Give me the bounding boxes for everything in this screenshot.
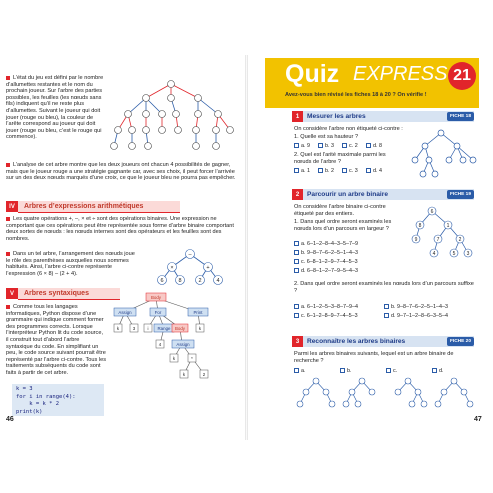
code-line: for i in range(4): [16,393,76,400]
q3-option-b[interactable] [340,368,352,374]
fiche-link[interactable]: FICHE 20 [447,337,474,346]
question-2-sub2: 2. Dans quel ordre seront examinés les nœuds lors d’un parcours suffixe ? [294,281,474,294]
checkbox[interactable] [432,368,437,373]
tree-node-label: Assign [176,342,190,347]
checkbox[interactable] [342,143,347,148]
section-number: IV [6,201,18,212]
code-line: print(k) [16,408,43,415]
question-1-sub1: 1. Quelle est sa hauteur ? [294,134,359,140]
checkbox[interactable] [340,368,345,373]
section-number: V [6,288,18,299]
tree-node-label: k [172,356,176,361]
checkbox[interactable] [294,241,299,246]
q3-option-a[interactable] [294,368,306,374]
question-title-text: Mesurer les arbres [307,113,366,120]
paragraph-game-state [6,75,106,141]
q2-option2-c[interactable] [294,313,358,319]
page-number-left: 46 [6,416,14,423]
option-label: c. 2 [349,143,358,149]
paragraph-text: L’état du jeu est défini par le nombre d’allumettes restantes et le nom du prochain joueur. Sur l’arbre des parties possibles, les feuilles (les nœuds sans fils) indiquent qu’il ne reste plus d’allumettes. Suivant le joueur qui doit jouer (rouge ou bleu), la couleur de l’arête correspond au joueur qui doit jouer (rouge ou bleu, c’est le rouge qui commence). [6,75,104,141]
option-label: a. 1 [301,168,310,174]
checkbox[interactable] [294,259,299,264]
tree-node-label: 3 [466,251,470,257]
q2-option2-d[interactable] [384,313,448,319]
bullet-icon [6,76,10,80]
section-label: Arbres d’expressions arithmétiques [18,201,180,213]
option-label: c. [393,368,398,374]
question-2-intro: On considère l’arbre binaire ci-contre étiqueté par des entiers. [294,204,386,217]
question-number: 2 [292,189,303,200]
checkbox[interactable] [384,313,389,318]
checkbox[interactable] [366,143,371,148]
tree-node-label: k [198,326,202,331]
code-block [12,384,104,416]
option-label: d. 9–7–1–2–8–6–3–5–4 [391,313,448,319]
q3-option-d[interactable] [432,368,444,374]
q2-option-b[interactable] [294,250,358,256]
q3-option-c[interactable] [386,368,397,374]
checkbox[interactable] [294,143,299,148]
question-1-intro: On considère l’arbre non étiqueté ci-contre : [294,126,403,132]
option-label: c. 6–8–1–2–9–7–4–5–3 [301,259,358,265]
section-v-title [6,288,120,299]
tree-node-label: Print [193,310,203,315]
tree-node-label: For [154,310,162,315]
tree-node-label: 2 [458,237,462,243]
tree-node-label: Assign [118,310,132,315]
quiz-number-badge: 21 [448,62,476,90]
checkbox[interactable] [386,368,391,373]
option-label: b. 9–8–7–6–2–5–1–4–3 [391,304,448,310]
quiz-express-label: EXPRESS [353,63,448,85]
q2-option-d[interactable] [294,268,358,274]
option-label: b. 9–8–7–6–2–5–1–4–3 [301,250,358,256]
option-label: d. 6–8–1–2–7–9–5–4–3 [301,268,358,274]
binary-tree-diagram [410,205,476,271]
q1-option-c[interactable] [342,143,358,149]
tree-node-label: 8 [418,223,422,229]
tree-node-label: × [170,265,174,271]
syntax-tree-diagram [110,292,230,387]
option-label: a. 6–1–2–5–3–8–7–9–4 [301,304,358,310]
option-label: c. 6–1–2–8–9–7–4–5–3 [301,313,358,319]
q1-option2-b[interactable] [318,168,334,174]
tree-node-label: k [182,372,186,377]
game-tree-diagram [106,78,241,166]
quiz-title: Quiz [285,60,340,88]
section-iv-title [6,201,180,212]
tree-node-label: 4 [158,342,162,347]
tree-node-label: k [116,326,120,331]
q2-option-c[interactable] [294,259,358,265]
question-title-text: Reconnaître les arbres binaires [307,338,406,345]
q1-option2-c[interactable] [342,168,358,174]
bst-options-diagram [294,376,478,412]
q2-option2-b[interactable] [384,304,448,310]
tree-node-label: 3 [132,326,136,331]
q1-option2-d[interactable] [366,168,382,174]
checkbox[interactable] [384,304,389,309]
question-1-sub2: 2. Quel est l’arité maximale parmi les nœuds de l’arbre ? [294,152,386,165]
q1-option-a[interactable] [294,143,310,149]
tree-node-label: Body [150,295,162,300]
tree-node-label: 4 [216,278,220,284]
tree-node-label: 7 [436,237,440,243]
paragraph-text: Les quatre opérations +, –, × et ÷ sont des opérations binaires. Une expression ne comportant que ces opérations peut être représentée sous forme d’arbre binaire comportant deux sortes de nœuds : les nœuds internes sont des opérateurs et les feuilles sont des nombres. [6,216,234,242]
code-line: k = 3 [16,386,33,392]
tree-node-label: 2 [202,372,206,377]
option-label: b. 3 [325,143,334,149]
option-label: d. [439,368,444,374]
tree-node-label: 9 [414,237,418,243]
checkbox[interactable] [294,368,299,373]
checkbox[interactable] [294,250,299,255]
q2-option2-a[interactable] [294,304,358,310]
tree-node-label: Range [157,326,171,331]
option-label: a. 9 [301,143,310,149]
code-line: k = k * 2 [16,401,60,407]
option-label: b. 2 [325,168,334,174]
q1-option2-a[interactable] [294,168,310,174]
unlabeled-tree-diagram [405,128,477,180]
book-spine [245,55,248,440]
question-title-text: Parcourir un arbre binaire [307,191,388,198]
checkbox[interactable] [294,168,299,173]
bullet-icon [6,163,10,167]
tree-node-label: Body [174,326,186,331]
checkbox[interactable] [366,168,371,173]
tree-node-label: i [147,326,149,331]
quiz-subtitle: Avez-vous bien révisé les fiches 18 à 20 ? On vérifie ! [285,92,427,98]
paragraph-text: Dans un tel arbre, l’arrangement des nœuds joue le rôle des parenthèses auxquelles nous sommes habitués. Ainsi, l’arbre ci-contre représente l’expression (6 × 8) – (2 + 4). [6,251,135,277]
bullet-icon [6,217,10,221]
option-label: a. [301,368,306,374]
tree-node-label: 6 [160,278,164,284]
tree-node-label: 1 [446,223,450,229]
tree-node-label: 5 [452,251,456,257]
option-label: d. 4 [373,168,382,174]
paragraph-syntax [6,304,106,377]
question-3-intro: Parmi les arbres binaires suivants, lequel est un arbre binaire de recherche ? [294,351,454,364]
q1-option-d[interactable] [366,143,382,149]
checkbox[interactable] [318,168,323,173]
bullet-icon [6,305,10,309]
option-label: a. 6–1–2–8–4–3–5–7–9 [301,241,358,247]
tree-node-label: 6 [430,209,434,215]
question-number: 1 [292,111,303,122]
checkbox[interactable] [294,304,299,309]
question-number: 3 [292,336,303,347]
tree-node-label: 8 [178,278,182,284]
question-2-sub1: 1. Dans quel ordre seront examinés les nœuds lors d’un parcours en largeur ? [294,219,392,232]
question-2-title [292,189,474,200]
page-number-right: 47 [474,416,482,423]
checkbox[interactable] [342,168,347,173]
paragraph-operations [6,216,240,242]
tree-node-label: 2 [198,278,202,284]
q1-option-b[interactable] [318,143,334,149]
checkbox[interactable] [294,313,299,318]
expression-tree-diagram [150,248,230,288]
paragraph-text: L’analyse de cet arbre montre que les deux joueurs ont chacun 4 possibilités de gagner, mais que le joueur rouge a une stratégie gagnante car, avec ses choix, il peut forcer l’arrivée sur un des deux nœuds marqués d’une croix, ce que le joueur bleu ne pourra pas empêcher. [6,162,236,182]
paragraph-text: Comme tous les langages informatiques, Python dispose d’une grammaire qui indique comment former des programmes corrects. Lorsque l’interpréteur Python lit du code source, il construit tout d’abord l’arbre syntaxique du code. En simplifiant un peu, le code source suivant pourrait être représenté par l’arbre ci-contre. Tous les traitements subséquents du code sont faits à partir de cet arbre. [6,304,107,376]
fiche-link[interactable]: FICHE 18 [447,112,474,121]
fiche-link[interactable]: FICHE 19 [447,190,474,199]
tree-node-label: 4 [432,251,436,257]
tree-node-label: + [206,265,210,271]
paragraph-analysis [6,162,240,182]
section-label: Arbres syntaxiques [18,288,120,300]
bullet-icon [6,252,10,256]
tree-node-label: – [188,252,192,258]
q2-option-a[interactable] [294,241,358,247]
checkbox[interactable] [318,143,323,148]
option-label: c. 3 [349,168,358,174]
paragraph-arrangement [6,251,138,277]
question-3-title [292,336,474,347]
question-1-title [292,111,474,122]
option-label: b. [347,368,352,374]
option-label: d. 8 [373,143,382,149]
checkbox[interactable] [294,268,299,273]
tree-node-label: * [191,356,193,361]
